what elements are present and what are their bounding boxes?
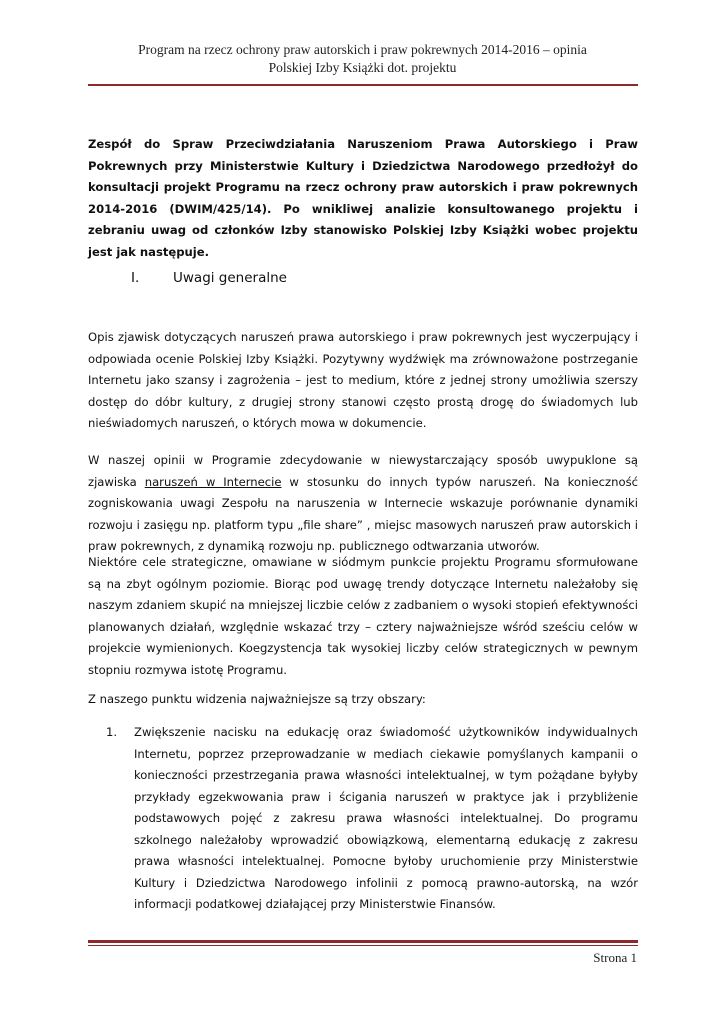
paragraph-2-part-b: w stosunku do innych typów naruszeń. Na konieczność zogniskowania uwagi Zespołu na naruszenia w Internecie wskazuje porównanie dynamiki rozwoju i zasięgu np. platform typu „file share” , miejsc masowych naruszeń praw autorskich i praw pokrewnych, z dynamiką rozwoju np. publicznego odtwarzania utworów. (88, 474, 638, 553)
paragraph-3: Niektóre cele strategiczne, omawiane w siódmym punkcie projektu Programu sformułowane są na zbyt ogólnym poziomie. Biorąc pod uwagę trendy dotyczące Internetu należałoby się naszym zdaniem skupić na mniejszej liczbie celów z zadbaniem o wysoki stopień efektywności planowanych działań, względnie wskazać trzy – cztery najważniejsze wśród sześciu celów w projekcie wymienionych. Koegzystencja tak wysokiej liczby celów strategicznych w pewnym stopniu rozmywa istotę Programu. (88, 555, 638, 677)
header-divider (88, 84, 638, 86)
section-heading (131, 270, 287, 286)
list-item (88, 722, 638, 916)
list-item-text: Zwiększenie nacisku na edukację oraz świadomość użytkowników indywidualnych Internetu, poprzez przeprowadzanie w mediach ciekawie pomyślanych kampanii o konieczności przestrzegania prawa własności intelektualnej, w tym pożądane byłyby przykłady egzekwowania praw i ścigania naruszeń w praktyce jak i przybliżenie podstawowych pojęć z zakresu prawa własności intelektualnej. Do programu szkolnego należałoby wprowadzić obowiązkową, elementarną edukację z zakresu prawa własności intelektualnej. Pomocne byłoby uruchomienie przy Ministerstwie Kultury i Dziedzictwa Narodowego infolinii z pomocą prawno-autorską, na wzór informacji podatkowej działającej przy Ministerstwie Finansów. (134, 725, 638, 911)
numbered-list (88, 722, 638, 916)
paragraph-2-part-a: W naszej opinii w Programie zdecydowanie w niewystarczający sposób uwypuklone są zjawiska (88, 453, 638, 489)
intro-paragraph: Zespół do Spraw Przeciwdziałania Naruszeniom Prawa Autorskiego i Praw Pokrewnych przy Ministerstwie Kultury i Dziedzictwa Narodowego przedłożył do konsultacji projekt Programu na rzecz ochrony praw autorskich i praw pokrewnych 2014-2016 (DWIM/425/14). Po wnikliwej analizie konsultowanego projektu i zebraniu uwag od członków Izby stanowisko Polskiej Izby Książki wobec projektu jest jak następuje. (88, 137, 638, 259)
header-line-2: Polskiej Izby Książki dot. projektu (268, 60, 457, 75)
page-header (60, 41, 665, 77)
header-line-1: Program na rzecz ochrony praw autorskich i praw pokrewnych 2014-2016 – opinia (138, 42, 587, 57)
paragraph-1: Opis zjawisk dotyczących naruszeń prawa autorskiego i praw pokrewnych jest wyczerpujący i odpowiada ocenie Polskiej Izby Książki. Pozytywny wydźwięk ma zrównoważone postrzeganie Internetu jako szansy i zagrożenia – jest to medium, które z jednej strony umożliwia szerszy dostęp do dóbr kultury, z drugiej strony stanowi często prostą drogę do świadomych lub nieświadomych naruszeń, o których mowa w dokumencie. (88, 330, 638, 430)
underlined-phrase: naruszeń w Internecie (144, 474, 282, 489)
list-item-number: 1. (106, 725, 118, 739)
paragraph-4: Z naszego punktu widzenia najważniejsze są trzy obszary: (88, 692, 426, 706)
page-number: Strona 1 (593, 950, 637, 965)
paragraph-2 (88, 450, 638, 558)
section-title: Uwagi generalne (173, 270, 287, 286)
footer-divider-thick (88, 940, 638, 943)
footer-divider-thin (88, 945, 638, 946)
section-number: I. (131, 270, 140, 286)
